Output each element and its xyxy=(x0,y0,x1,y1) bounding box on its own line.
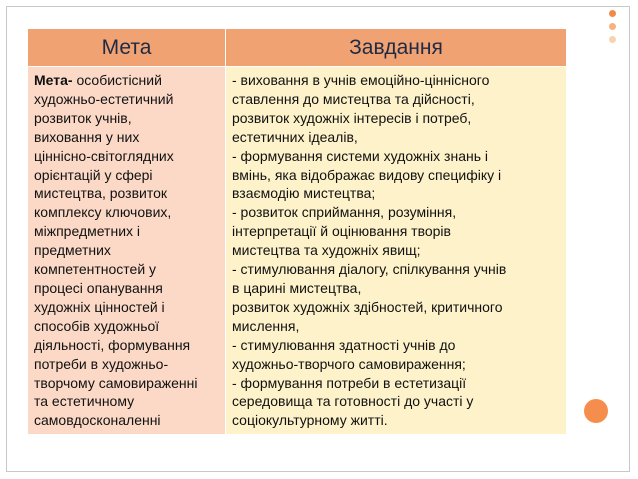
dot-icon xyxy=(609,23,616,30)
goal-line: мистецтва, розвиток xyxy=(34,185,168,202)
goal-line: предметних xyxy=(34,242,111,259)
goal-line: особистісний xyxy=(72,72,162,88)
goal-line: процесі опанування xyxy=(34,279,163,296)
goal-line: розвиток учнів, xyxy=(34,109,132,126)
goal-line: та естетичному xyxy=(34,393,135,410)
task-line: соціокультурному житті. xyxy=(232,412,388,429)
tasks-cell xyxy=(226,67,567,435)
goal-line: компетентностей у xyxy=(34,261,157,278)
task-line: - стимулювання здатності учнів до xyxy=(232,336,456,353)
goal-line: комплексу ключових, xyxy=(34,204,172,221)
task-line: - виховання в учнів емоційно-ціннісного xyxy=(232,72,490,88)
task-line: взаємодію мистецтва; xyxy=(232,185,376,202)
task-line: - формування потреби в естетизації xyxy=(232,374,467,391)
task-line: - формування системи художніх знань і xyxy=(232,147,489,164)
goal-line: творчому самовираженні xyxy=(34,374,198,391)
goal-line: самовдосконаленні xyxy=(34,412,161,429)
task-line: естетичних ідеалів, xyxy=(232,128,358,145)
goal-line: орієнтацій у сфері xyxy=(34,166,153,183)
goal-line: художньо-естетичний xyxy=(34,90,174,107)
goal-line: художніх цінностей і xyxy=(34,298,165,315)
task-line: інтерпретації й оцінювання творів xyxy=(232,223,451,240)
task-line: ставлення до мистецтва та дійсності, xyxy=(232,90,475,107)
task-line: розвиток художніх здібностей, критичного xyxy=(232,298,503,315)
goal-line: потреби в художньо- xyxy=(34,355,169,372)
decorative-circle xyxy=(584,399,608,423)
task-line: - стимулювання діалогу, спілкування учнів xyxy=(232,261,507,278)
goals-tasks-table xyxy=(27,28,567,435)
task-line: в царині мистецтва, xyxy=(232,279,362,296)
task-line: - розвиток сприймання, розуміння, xyxy=(232,204,457,221)
decorative-dots xyxy=(605,10,621,50)
goal-first-line xyxy=(34,71,221,90)
header-goal: Мета xyxy=(28,29,226,67)
table-row xyxy=(28,67,567,435)
table-header-row xyxy=(28,29,567,67)
task-line: середовища та готовності до участі у xyxy=(232,393,474,410)
header-tasks: Завдання xyxy=(226,29,567,67)
task-line: мислення, xyxy=(232,317,300,334)
goal-line: способів художньої xyxy=(34,317,160,334)
goal-line: міжпредметних і xyxy=(34,223,141,240)
task-line: розвиток художніх інтересів і потреб, xyxy=(232,109,472,126)
task-line: мистецтва та художніх явищ; xyxy=(232,242,421,259)
goal-cell xyxy=(28,67,226,435)
goal-line: діяльності, формування xyxy=(34,336,191,353)
goal-line: ціннісно-світоглядних xyxy=(34,147,174,164)
dot-icon xyxy=(609,10,616,17)
goal-label: Мета- xyxy=(34,72,73,88)
task-line: вмінь, яка відображає видову специфіку і xyxy=(232,166,502,183)
task-line: художньо-творчого самовираження; xyxy=(232,355,466,372)
goal-line: виховання у них xyxy=(34,128,140,145)
dot-icon xyxy=(609,36,616,43)
